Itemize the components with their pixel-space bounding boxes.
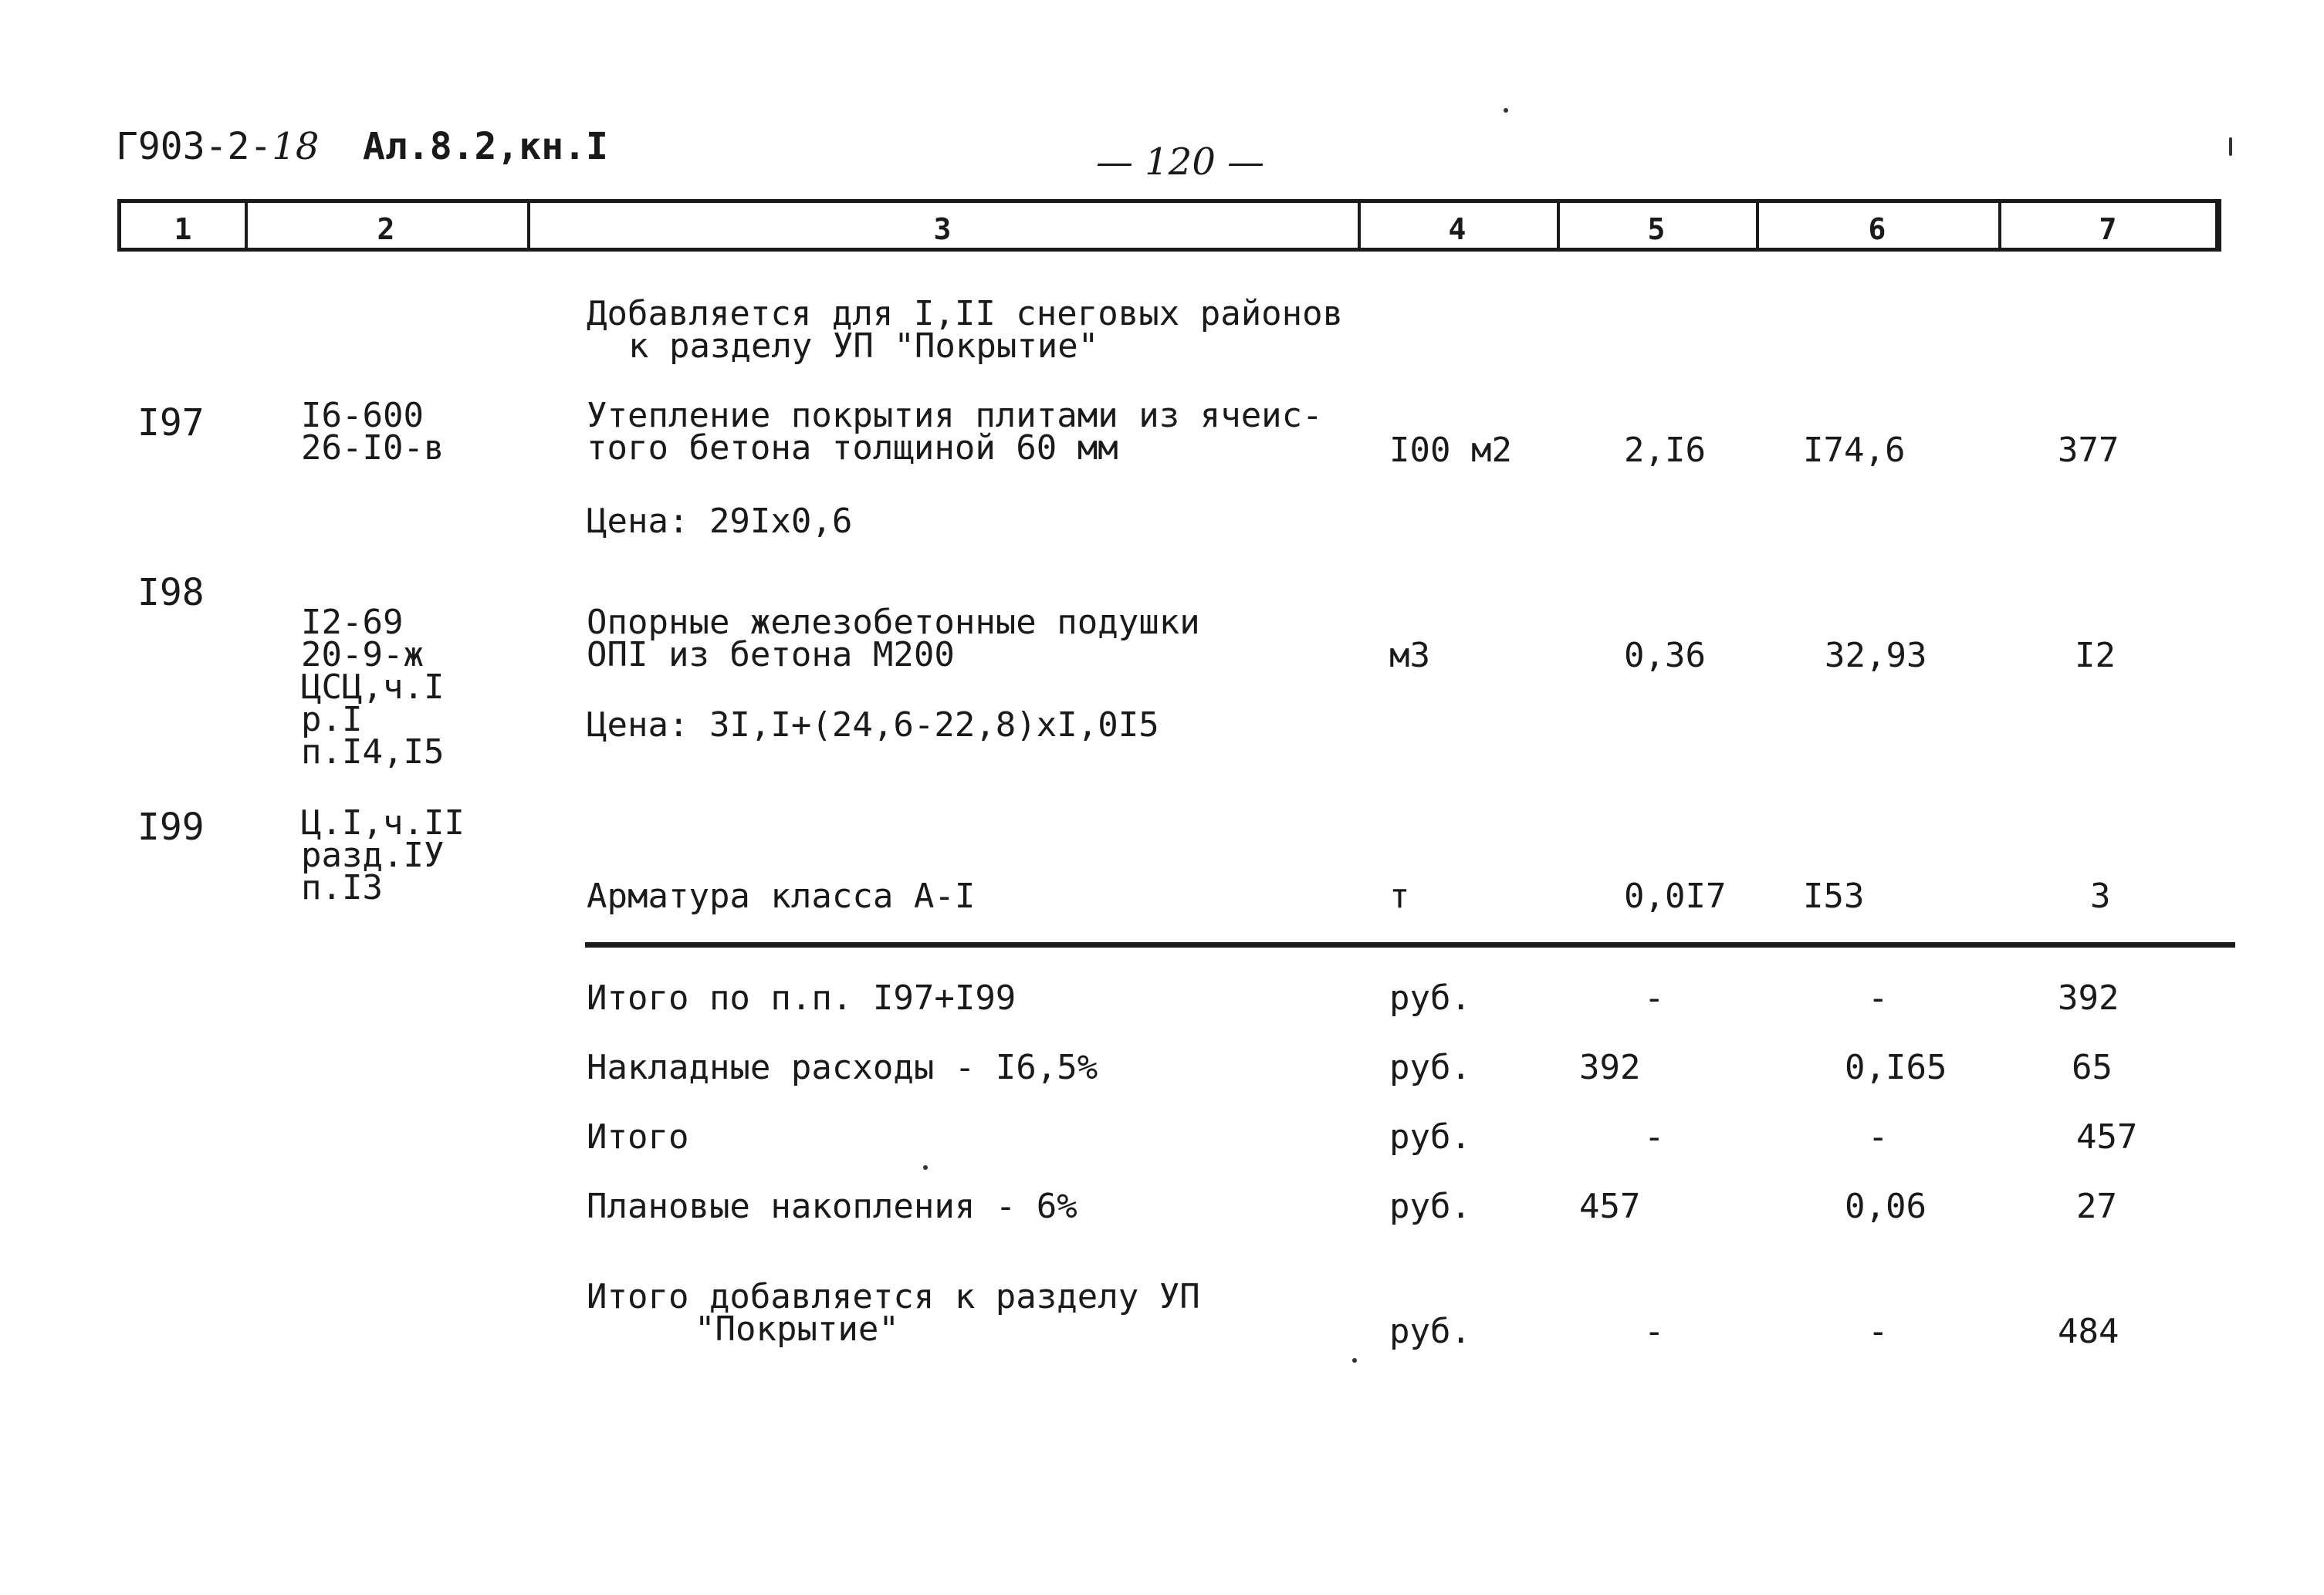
row-description: [587, 603, 1200, 674]
summary-base: 457: [1579, 1187, 1641, 1226]
summary-rate: -: [1868, 1117, 1889, 1157]
summary-unit: руб.: [1389, 1048, 1471, 1087]
row-code-line: разд.IУ: [301, 836, 445, 875]
unit-price: 32,93: [1825, 636, 1927, 675]
scan-mark: [2229, 137, 2232, 156]
summary-rate: -: [1868, 978, 1889, 1018]
summary-base: -: [1644, 1117, 1665, 1157]
summary-base: -: [1644, 978, 1665, 1018]
unit: т: [1389, 877, 1410, 916]
column-header-5: 5: [1647, 212, 1666, 246]
column-header-6: 6: [1868, 212, 1886, 246]
column-header-3: 3: [933, 212, 952, 246]
summary-rate: 0,06: [1845, 1187, 1927, 1226]
summary-label: Накладные расходы - I6,5%: [587, 1048, 1098, 1087]
scan-speck: [1504, 108, 1508, 113]
row-code-line: ЦСЦ,ч.I: [301, 667, 445, 707]
row-code-line: р.I: [301, 700, 363, 739]
row-code-line: Ц.I,ч.II: [301, 803, 465, 843]
summary-total: 457: [2076, 1117, 2138, 1157]
final-total-label-line-2: "Покрытие": [695, 1309, 899, 1349]
scan-speck: [1352, 1358, 1357, 1363]
quantity: 0,36: [1624, 636, 1706, 675]
row-description: Арматура класса А-I: [587, 877, 976, 916]
quantity: 0,0I7: [1624, 877, 1727, 916]
final-total-value: 484: [2058, 1312, 2119, 1351]
row-code: [301, 603, 445, 772]
row-code-line: п.I3: [301, 868, 383, 907]
unit-price: I74,6: [1803, 431, 1906, 470]
row-description-line: того бетона толщиной 60 мм: [587, 428, 1118, 468]
column-header-1: 1: [174, 212, 192, 246]
row-description-line: ОПI из бетона М200: [587, 635, 955, 674]
summary-unit: руб.: [1389, 1117, 1471, 1157]
final-total-label: [587, 1277, 1200, 1349]
total-cost: 377: [2058, 431, 2119, 470]
total-cost: I2: [2075, 636, 2116, 675]
page-number: — 120 —: [1096, 140, 1265, 184]
document-code-handwritten: 18: [272, 125, 320, 168]
quantity: 2,I6: [1624, 431, 1706, 470]
section-note: [587, 294, 1344, 366]
price-note: Цена: 29Iх0,6: [587, 502, 853, 541]
album-reference: Ал.8.2,кн.I: [363, 125, 608, 168]
row-code-line: п.I4,I5: [301, 732, 445, 772]
summary-label: Итого: [587, 1117, 689, 1157]
row-number: I97: [137, 401, 205, 444]
row-code: [301, 803, 465, 907]
final-total-rate: -: [1868, 1312, 1889, 1351]
column-header-4: 4: [1448, 212, 1466, 246]
row-number: I98: [137, 571, 205, 614]
summary-label: Плановые накопления - 6%: [587, 1187, 1077, 1226]
row-description: [587, 396, 1323, 468]
final-total-base: -: [1644, 1312, 1665, 1351]
summary-label: Итого по п.п. I97+I99: [587, 978, 1017, 1018]
row-description-line: Опорные железобетонные подушки: [587, 603, 1200, 642]
unit: I00 м2: [1389, 431, 1512, 470]
summary-unit: руб.: [1389, 978, 1471, 1018]
summary-total: 392: [2058, 978, 2119, 1018]
scan-speck: [923, 1165, 928, 1170]
row-code-line: I6-600: [301, 396, 424, 435]
row-code-line: 26-I0-в: [301, 428, 445, 468]
row-code: [301, 396, 445, 468]
row-code-line: 20-9-ж: [301, 635, 424, 674]
column-header-7: 7: [2099, 212, 2117, 246]
final-total-label-line-1: Итого добавляется к разделу УП: [587, 1277, 1200, 1316]
unit: м3: [1389, 636, 1430, 675]
summary-total: 65: [2072, 1048, 2113, 1087]
summary-divider: [585, 942, 2235, 948]
price-note: Цена: 3I,I+(24,6-22,8)хI,0I5: [587, 705, 1159, 745]
total-cost: 3: [2090, 877, 2111, 916]
final-total-unit: руб.: [1389, 1312, 1471, 1351]
row-number: I99: [137, 806, 205, 849]
column-header-2: 2: [377, 212, 395, 246]
document-code-printed: Г903-2-: [116, 125, 272, 168]
summary-rate: 0,I65: [1845, 1048, 1947, 1087]
row-code-line: I2-69: [301, 603, 404, 642]
row-description-line: Утепление покрытия плитами из ячеис-: [587, 396, 1323, 435]
summary-unit: руб.: [1389, 1187, 1471, 1226]
unit-price: I53: [1803, 877, 1865, 916]
section-note-line-1: Добавляется для I,II снеговых районов: [587, 294, 1344, 333]
summary-total: 27: [2076, 1187, 2117, 1226]
column-number-header: [117, 199, 2221, 252]
section-note-line-2: к разделу УП "Покрытие": [628, 326, 1099, 366]
document-code: [116, 125, 320, 168]
summary-base: 392: [1579, 1048, 1641, 1087]
